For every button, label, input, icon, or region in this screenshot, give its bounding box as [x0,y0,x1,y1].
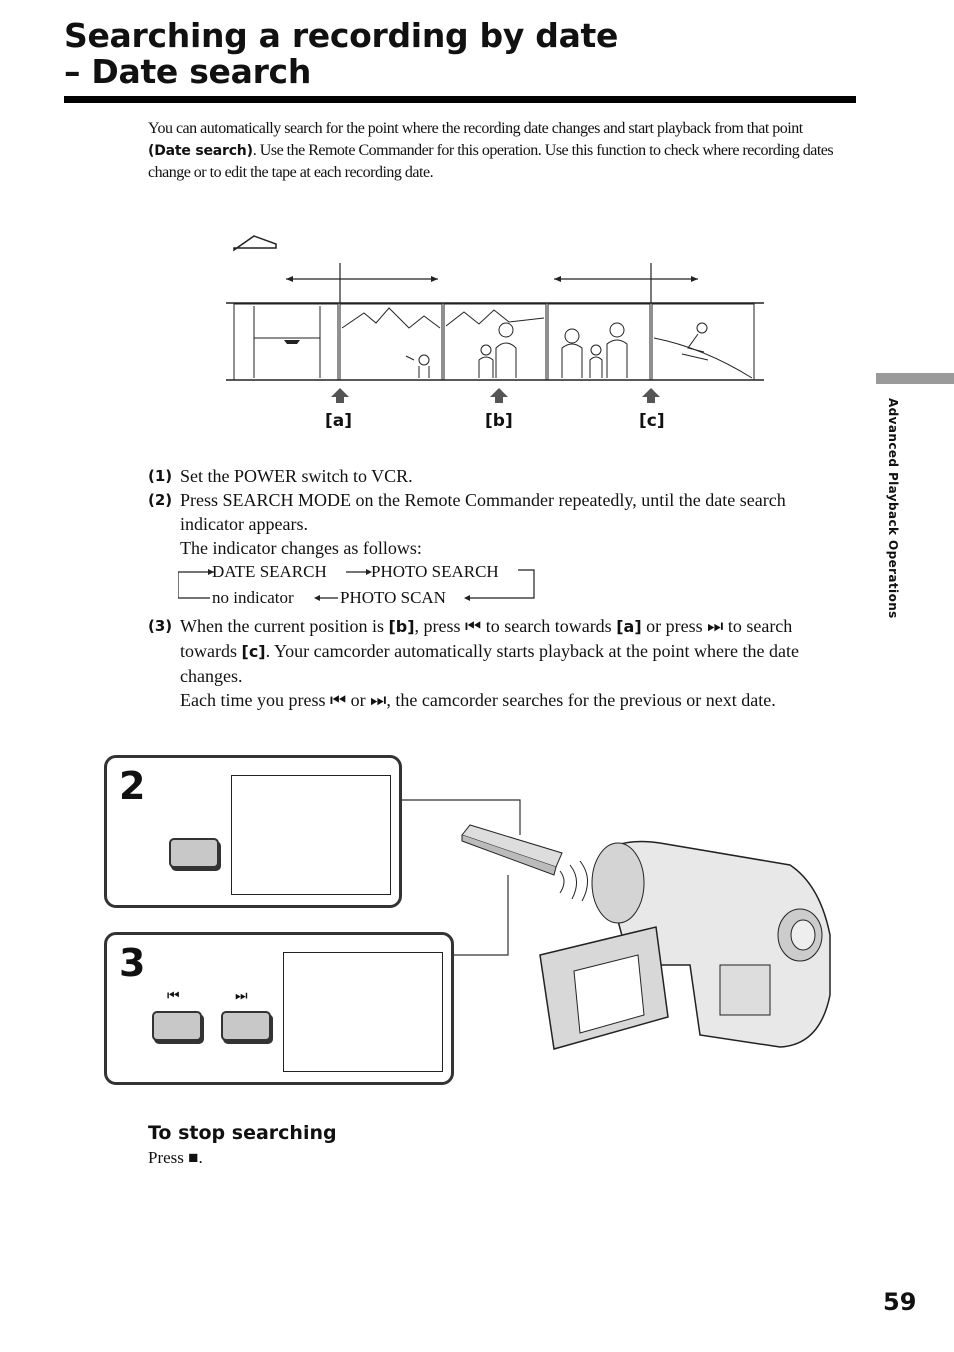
step-text: Set the POWER switch to VCR. [180,466,413,486]
intro-bold: (Date search) [148,143,253,159]
search-mode-button[interactable] [169,838,219,868]
step-text: . Your camcorder automatically starts playback at the point where the date changes. [180,641,799,686]
step-3 [148,614,848,712]
stop-instruction [148,1148,203,1168]
panel-number: 3 [119,941,146,985]
tape-diagram [224,228,769,438]
section-tab [876,373,954,384]
marker-arrow-a [331,388,349,403]
marker-label-c: [c] [639,411,665,431]
step-2-panel [104,755,402,908]
tape-direction-icon [234,236,276,250]
skip-previous-button[interactable] [152,1011,202,1041]
camcorder-illustration [400,795,860,1065]
remote-commander-icon [462,825,562,875]
title-rule [64,96,856,103]
step-text: Each time you press [180,690,330,710]
viewfinder-screen [231,775,391,895]
marker-label-b: [b] [485,411,513,431]
intro-text-1: You can automatically search for the point where the recording date changes and start playback from that point [148,120,803,137]
intro-paragraph [148,118,838,184]
step-number: (3) [148,617,173,635]
title-line-1: Searching a recording by date [64,16,619,55]
mode-no-indicator: no indicator [212,588,294,607]
stop-heading: To stop searching [148,1122,337,1144]
page-title [64,18,618,90]
section-label: Advanced Playback Operations [886,398,900,619]
mode-date-search: DATE SEARCH [212,562,327,581]
key-c: [c] [241,642,266,661]
step-text: to search towards [180,616,793,661]
marker-arrow-b [490,388,508,403]
intro-text-2: . Use the Remote Commander for this operation. Use this function to check where recording dates change or to edit the tape at each recording date. [148,142,834,181]
step-number: (2) [148,491,173,509]
steps-list [148,464,848,712]
key-a: [a] [616,617,642,636]
skip-next-icon: ⏭ [235,989,248,1004]
step-text: or [346,690,371,710]
step-number: (1) [148,467,173,485]
title-line-2: – Date search [64,52,312,91]
skip-previous-icon: ⏮ [465,616,482,636]
step-text: to search towards [481,616,617,636]
camcorder-icon [540,842,830,1050]
step-note: The indicator changes as follows: [180,538,422,558]
mode-photo-scan: PHOTO SCAN [340,588,446,607]
skip-next-button[interactable] [221,1011,271,1041]
marker-label-a: [a] [325,411,353,431]
mode-photo-search: PHOTO SEARCH [371,562,499,581]
skip-previous-icon: ⏮ [329,690,347,710]
skip-previous-icon: ⏮ [167,989,180,1004]
panel-number: 2 [119,764,146,808]
key-b: [b] [388,617,415,636]
step-text: Press SEARCH MODE on the Remote Commander repeatedly, until the date search indicator appears. [180,490,786,534]
step-text: When the current position is [180,616,389,636]
stop-text: Press [148,1148,189,1167]
tape-illustration [224,228,769,403]
step-text: or press [641,616,708,636]
step-text: , press [414,616,466,636]
step-text: , the camcorder searches for the previous or next date. [386,690,776,710]
mode-cycle-diagram [178,560,848,614]
marker-arrow-c [642,388,660,403]
step-2 [148,488,848,560]
step-1 [148,464,848,488]
skip-next-icon: ⏭ [707,616,724,636]
page-number: 59 [883,1288,917,1316]
skip-next-icon: ⏭ [370,690,387,710]
stop-icon: ■ [188,1148,199,1167]
stop-text-end: . [198,1148,203,1167]
